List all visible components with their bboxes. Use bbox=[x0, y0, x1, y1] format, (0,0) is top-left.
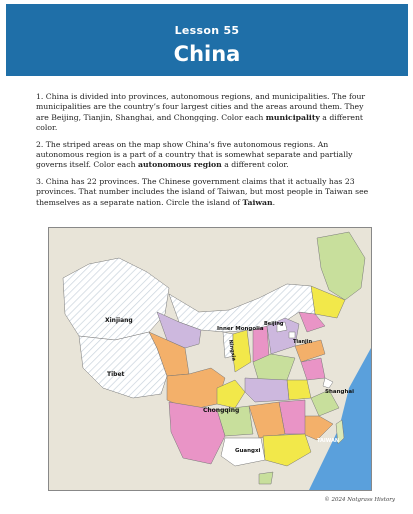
instruction-3-text: 3. China has 22 provinces. The Chinese government claims that it actually has 23 provinces. That number includes the island of Taiwan, but most people in Taiwan see themselves as a separate nation. Circle the island of bbox=[36, 176, 369, 207]
china-map bbox=[48, 227, 372, 491]
instruction-1-end: a different color. bbox=[36, 112, 363, 133]
tianjin-label: Tianjin bbox=[293, 339, 313, 345]
inner-mongolia-label: Inner Mongolia bbox=[217, 326, 264, 332]
instruction-1-text: 1. China is divided into provinces, autonomous regions, and municipalities. The four municipalities are the country’s four largest cities and the areas around them. They are Beijing, Tianjin, Shanghai, and Chongqing. Color each bbox=[36, 92, 366, 122]
chongqing-label: Chongqing bbox=[203, 407, 240, 414]
instruction-2-text: 2. The striped areas on the map show China’s five autonomous regions. An autonomous region is a part of a country that is somewhat separate and partially governs itself. Color each bbox=[36, 139, 353, 170]
tianjin-area bbox=[289, 332, 295, 338]
instruction-1-bold: municipality bbox=[265, 112, 320, 122]
instructions bbox=[36, 92, 376, 214]
tibet-label: Tibet bbox=[107, 371, 125, 378]
hainan bbox=[259, 472, 273, 484]
lesson-title: China bbox=[173, 42, 241, 66]
ningxia-label: Ningxia bbox=[227, 339, 237, 362]
instruction-3-bold: Taiwan bbox=[242, 197, 273, 207]
shanghai-label: Shanghai bbox=[325, 389, 354, 395]
instruction-2 bbox=[36, 140, 376, 171]
taiwan-label: TAIWAN bbox=[317, 438, 340, 444]
instruction-2-bold: autonomous region bbox=[137, 160, 222, 170]
instruction-1 bbox=[36, 92, 376, 134]
hubei bbox=[245, 378, 289, 402]
anhui bbox=[287, 380, 311, 400]
beijing-label: Beijing bbox=[264, 321, 284, 327]
copyright: © 2024 Notgrass History bbox=[324, 497, 395, 503]
china-map-svg bbox=[49, 228, 371, 490]
instruction-3-end: . bbox=[272, 197, 276, 207]
lesson-header bbox=[6, 4, 408, 76]
guangxi-label: Guangxi bbox=[235, 448, 261, 454]
instruction-3 bbox=[36, 177, 376, 208]
instruction-2-end: a different color. bbox=[221, 160, 289, 170]
xinjiang-label: Xinjiang bbox=[105, 317, 133, 324]
lesson-number: Lesson 55 bbox=[174, 24, 240, 37]
